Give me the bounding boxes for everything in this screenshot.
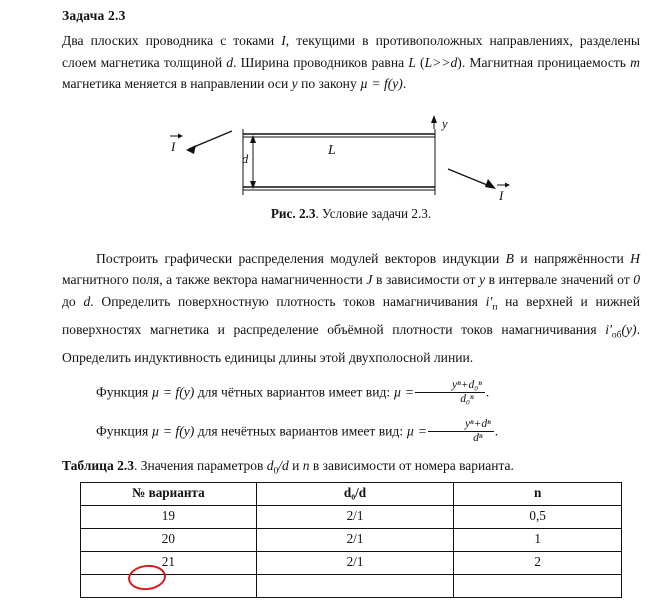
table-row [81, 505, 622, 528]
text-run: для нечётных вариантов имеет вид: [194, 423, 407, 439]
figure-2-3 [62, 109, 640, 204]
table-header-n: n [454, 482, 622, 505]
table-row [81, 528, 622, 551]
text-run: , текущими в противоположных направлениях, разделены слоем магнетика толщиной [62, 33, 640, 70]
symbol-width: L [408, 54, 416, 70]
symbol-volume-current-sub: об [611, 330, 622, 341]
symbol-surface-current: i' [485, 293, 493, 309]
parameters-table [80, 482, 622, 598]
problem-statement-paragraph [62, 30, 640, 95]
page-title: Задача 2.3 [62, 8, 126, 23]
symbol-volume-current: i' [605, 321, 612, 337]
symbol-mu: µ = [393, 384, 414, 400]
symbol-over-d: /d [278, 457, 289, 473]
text-run: Два плоских проводника с токами [62, 33, 282, 48]
cell-n: 0,5 [454, 505, 622, 528]
cell-n: 2 [454, 551, 622, 574]
text-run: . Определить индуктивность единицы длины этой двухполосной линии. [62, 321, 640, 365]
table-row [81, 574, 622, 597]
figure-label-thickness: d [242, 151, 249, 166]
cell-n: 1 [454, 528, 622, 551]
text-run: . Определить поверхностную плотность токов намагничивания [90, 293, 486, 309]
symbol-surface-current-sub: п [492, 302, 498, 313]
symbol-h: H [630, 250, 640, 266]
symbol-mu-function: µ = f(y) [151, 423, 195, 439]
text-run: по закону [297, 76, 361, 91]
cell-d0d [256, 574, 454, 597]
symbol-mu: µ = [406, 423, 427, 439]
figure-caption [62, 206, 640, 222]
symbol-n: n [302, 457, 310, 473]
text-run: Построить графически распределения модулей векторов индукции [96, 250, 506, 266]
symbol-volume-current-arg: (y) [621, 321, 637, 337]
figure-caption-text: . Условие задачи 2.3. [315, 205, 432, 221]
table-caption [62, 458, 640, 477]
text-run: и напряжённости [513, 250, 631, 266]
table-header-row [81, 482, 622, 505]
table-header-variant: № варианта [81, 482, 257, 505]
symbol-j: J [366, 272, 373, 287]
text-run: в зависимости от номера варианта. [309, 457, 514, 473]
figure-label-axis-y: y [442, 116, 448, 131]
cell-variant: 20 [81, 528, 257, 551]
text-run: магнитного поля, а также вектора намагниченности [62, 272, 367, 287]
formula-odd-variants [62, 419, 640, 446]
text-run: в зависимости от [372, 272, 480, 287]
text-run: Функция [96, 423, 152, 439]
figure-label-current-left: I [171, 138, 176, 154]
text-run: для чётных вариантов имеет вид: [194, 384, 394, 400]
text-run: . Ширина проводников равна [233, 54, 409, 70]
symbol-d0-sub: 0 [273, 466, 279, 477]
text-run: ). Магнитная проницаемость [457, 54, 631, 70]
symbol-d0: d [266, 457, 274, 473]
text-run: . [494, 423, 499, 439]
fraction-numerator: yⁿ+d₀ⁿ [415, 379, 485, 393]
symbol-y: y [479, 272, 486, 287]
symbol-mu: m [630, 54, 640, 70]
symbol-zero: 0 [633, 272, 640, 287]
figure-caption-number: Рис. 2.3 [270, 205, 316, 221]
symbol-mu-function: µ = f(y) [151, 384, 195, 400]
text-run: магнетика меняется в направлении оси [62, 76, 292, 91]
task-requirements-paragraph [62, 248, 640, 369]
figure-label-current-right: I [499, 187, 504, 203]
fraction-numerator: yⁿ+dⁿ [428, 418, 494, 432]
figure-label-width: L [328, 142, 336, 158]
fraction-even [415, 379, 485, 406]
symbol-current: I [281, 33, 286, 48]
cell-variant: 19 [81, 505, 257, 528]
text-run: до [62, 293, 84, 309]
text-run: Функция [96, 384, 152, 400]
symbol-inequality: L>>d [424, 54, 458, 70]
symbol-axis-y: y [291, 76, 298, 91]
text-run: . [402, 76, 407, 91]
text-run: и [288, 457, 303, 473]
formula-even-variants [62, 380, 640, 407]
fraction-denominator: dⁿ [473, 432, 483, 445]
cell-d0d: 2/1 [256, 528, 454, 551]
symbol-thickness: d [226, 54, 234, 70]
table-caption-number: Таблица 2.3 [62, 457, 134, 473]
cell-n [454, 574, 622, 597]
cell-d0d: 2/1 [256, 551, 454, 574]
table-header-d0d: d₀/d [256, 482, 454, 505]
text-run: на верхней и нижней поверхностях магнетика и распределение объёмной плотности токов намагничивания [62, 293, 640, 337]
symbol-mu-function: µ = f(y) [360, 76, 403, 91]
symbol-b: B [505, 250, 514, 266]
text-run: в интервале значений от [485, 272, 634, 287]
fraction-odd [428, 418, 494, 445]
cell-d0d: 2/1 [256, 505, 454, 528]
fraction-denominator: d₀ⁿ [460, 393, 474, 406]
cell-variant: 21 [81, 551, 257, 574]
text-run: . Значения параметров [133, 457, 267, 473]
text-run: . [485, 384, 490, 400]
cell-variant [81, 574, 257, 597]
text-run: ( [415, 54, 425, 70]
table-row [81, 551, 622, 574]
symbol-d: d [83, 293, 91, 309]
